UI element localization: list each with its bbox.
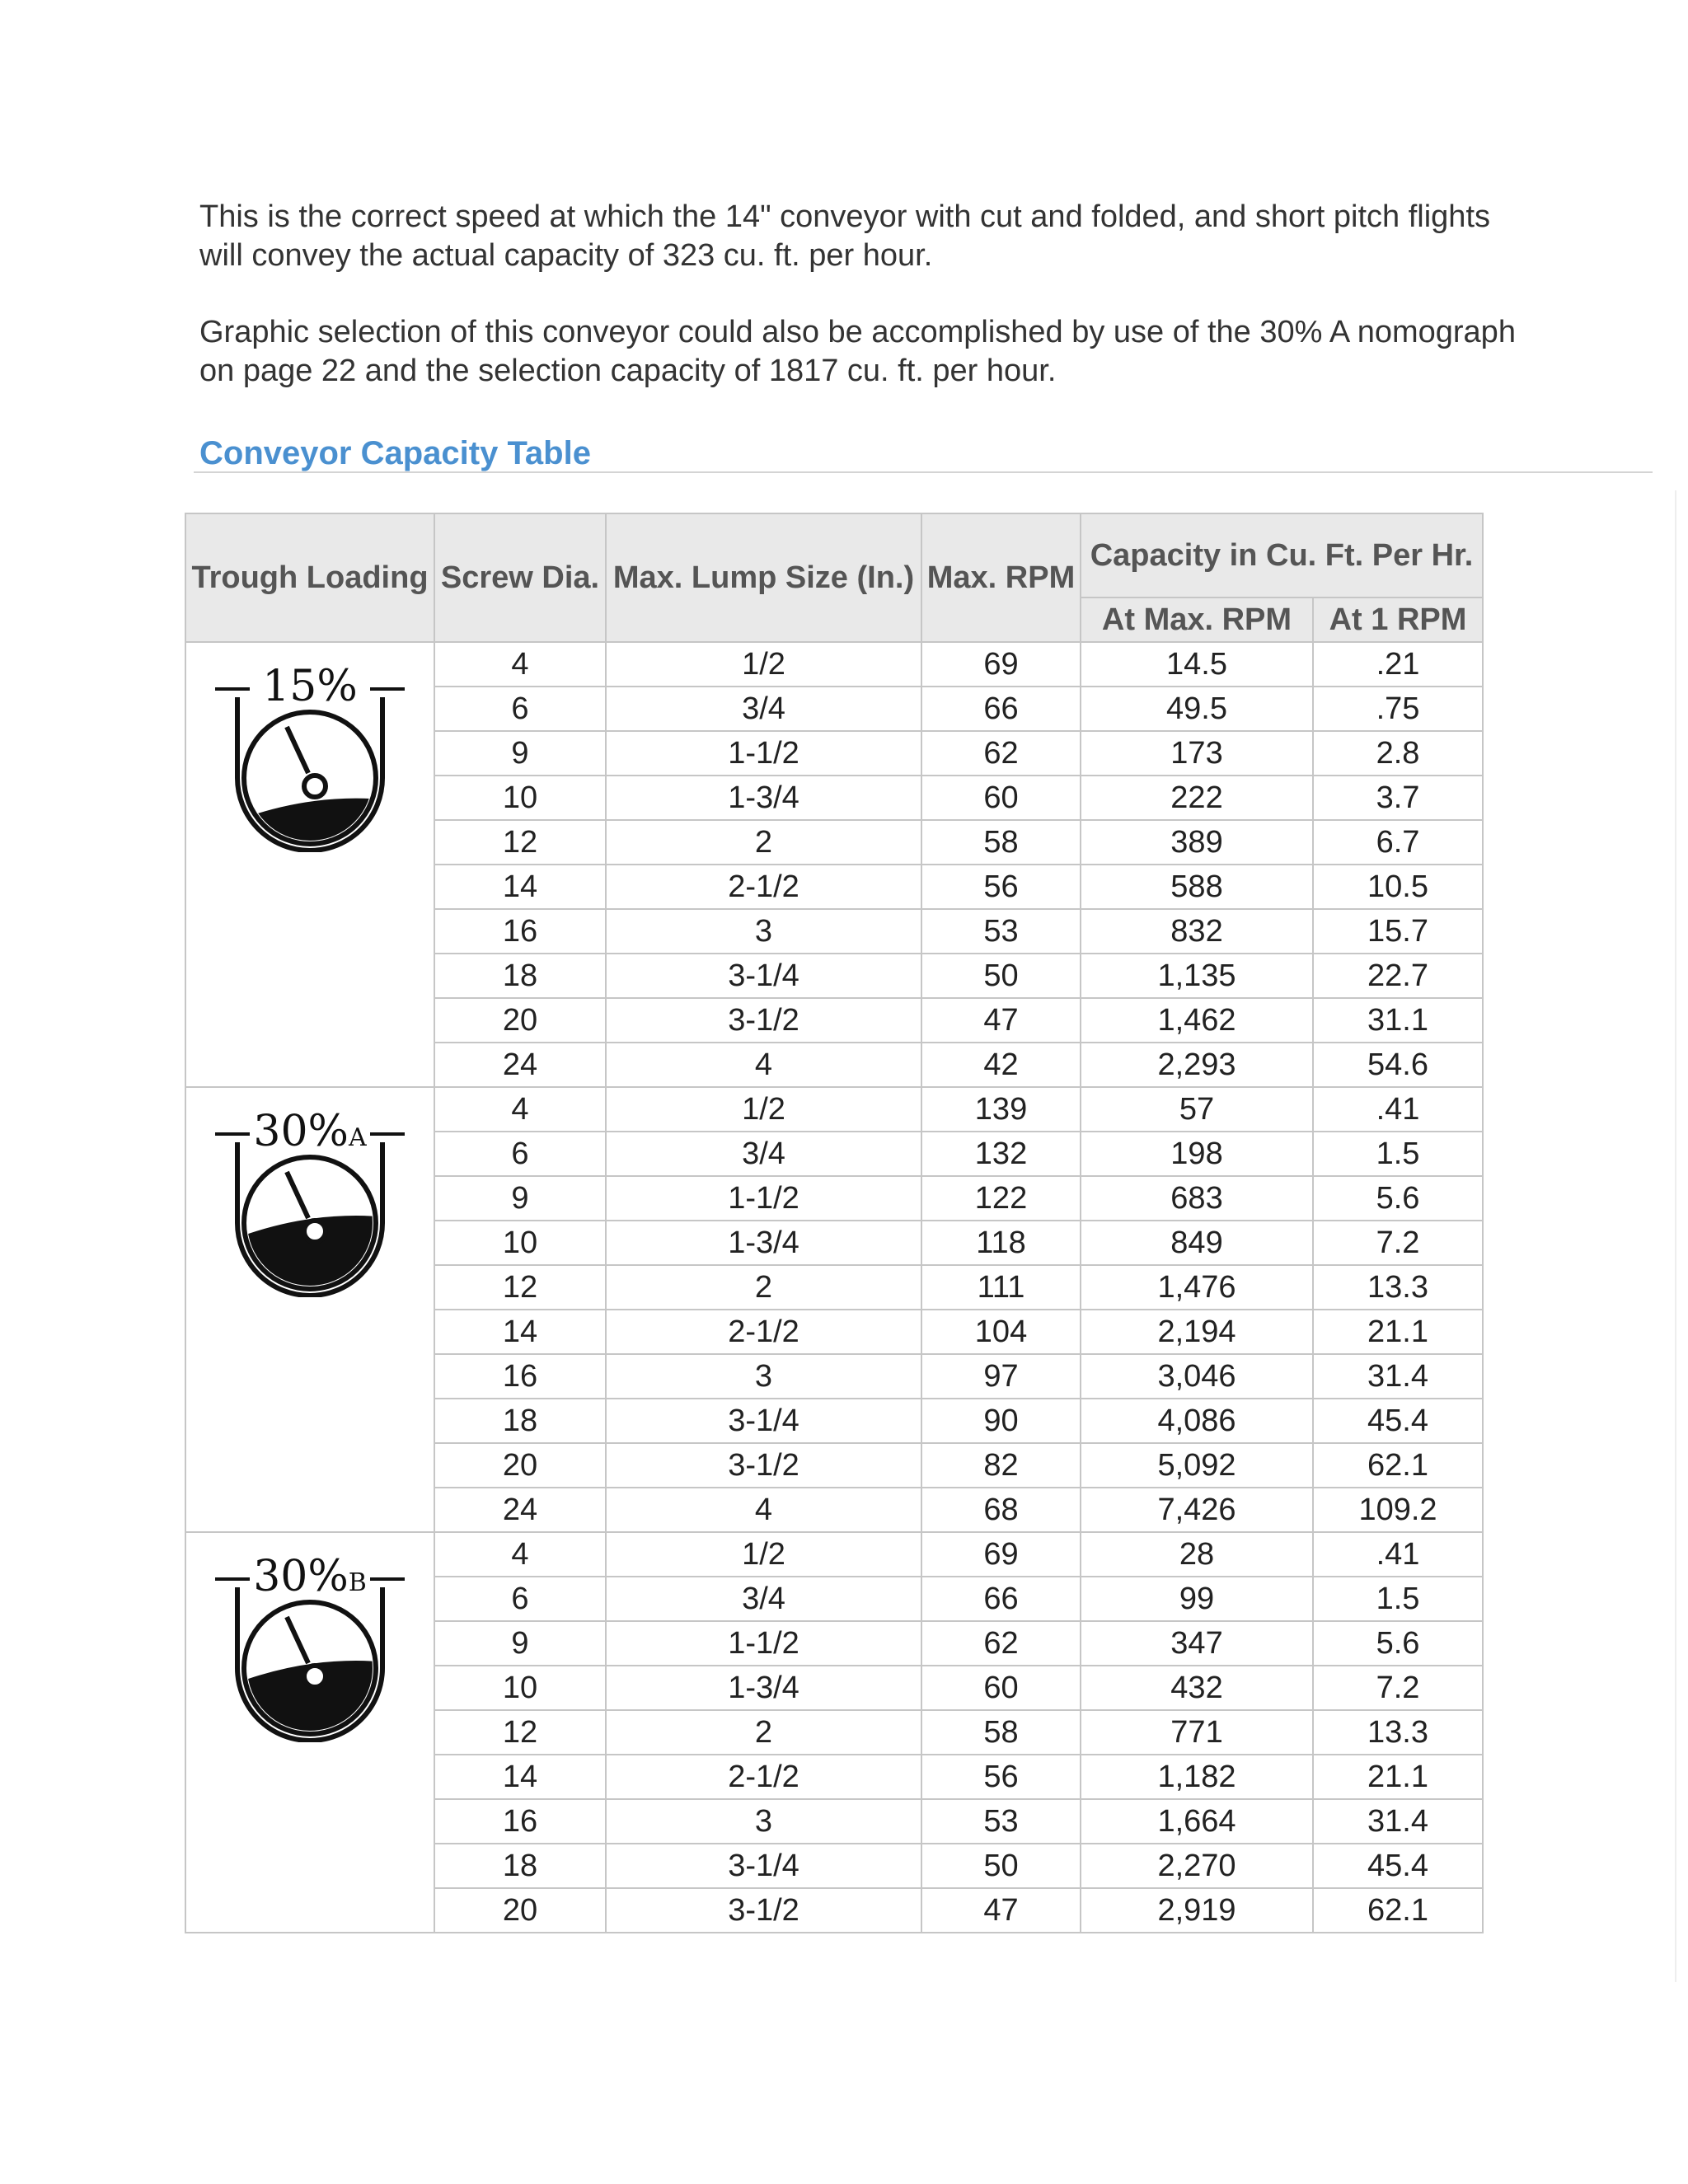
capacity-max-rpm-cell: 849 (1081, 1221, 1313, 1265)
screw-dia-cell: 20 (434, 1888, 606, 1933)
capacity-max-rpm-cell: 7,426 (1081, 1488, 1313, 1532)
header-at-1-rpm: At 1 RPM (1313, 598, 1483, 642)
page-edge-line (1675, 490, 1676, 1982)
max-rpm-cell: 68 (921, 1488, 1081, 1532)
max-rpm-cell: 56 (921, 1755, 1081, 1799)
capacity-1-rpm-cell: 62.1 (1313, 1443, 1483, 1488)
capacity-max-rpm-cell: 2,919 (1081, 1888, 1313, 1933)
max-lump-cell: 1-1/2 (606, 731, 921, 776)
max-rpm-cell: 47 (921, 998, 1081, 1043)
header-trough-loading: Trough Loading (185, 513, 434, 642)
capacity-1-rpm-cell: 6.7 (1313, 820, 1483, 865)
needle (287, 1617, 308, 1663)
capacity-1-rpm-cell: 62.1 (1313, 1888, 1483, 1933)
max-lump-cell: 3/4 (606, 687, 921, 731)
capacity-max-rpm-cell: 4,086 (1081, 1399, 1313, 1443)
trough-loading-cell (185, 1532, 434, 1933)
screw-dia-cell: 9 (434, 1621, 606, 1666)
needle (287, 727, 308, 773)
capacity-1-rpm-cell: 3.7 (1313, 776, 1483, 820)
capacity-max-rpm-cell: 28 (1081, 1532, 1313, 1577)
screw-dia-cell: 6 (434, 687, 606, 731)
screw-dia-cell: 10 (434, 1221, 606, 1265)
screw-dia-cell: 6 (434, 1132, 606, 1176)
table-row (185, 1532, 1483, 1577)
max-lump-cell: 3-1/4 (606, 954, 921, 998)
max-lump-cell: 2-1/2 (606, 1310, 921, 1354)
max-rpm-cell: 122 (921, 1176, 1081, 1221)
max-rpm-cell: 90 (921, 1399, 1081, 1443)
capacity-max-rpm-cell: 389 (1081, 820, 1313, 865)
max-lump-cell: 3-1/2 (606, 998, 921, 1043)
max-rpm-cell: 60 (921, 776, 1081, 820)
max-rpm-cell: 47 (921, 1888, 1081, 1933)
max-lump-cell: 3-1/4 (606, 1399, 921, 1443)
max-lump-cell: 3-1/2 (606, 1888, 921, 1933)
hub (304, 1221, 326, 1242)
max-lump-cell: 2 (606, 1265, 921, 1310)
capacity-1-rpm-cell: .41 (1313, 1532, 1483, 1577)
loading-label: 30%B (253, 1552, 367, 1601)
trough-loading-icon (207, 1544, 413, 1742)
loading-label: 30%A (253, 1107, 367, 1156)
capacity-max-rpm-cell: 771 (1081, 1710, 1313, 1755)
max-rpm-cell: 104 (921, 1310, 1081, 1354)
capacity-max-rpm-cell: 57 (1081, 1087, 1313, 1132)
screw-dia-cell: 20 (434, 998, 606, 1043)
capacity-max-rpm-cell: 1,664 (1081, 1799, 1313, 1844)
max-rpm-cell: 58 (921, 820, 1081, 865)
screw-dia-cell: 18 (434, 954, 606, 998)
capacity-max-rpm-cell: 1,462 (1081, 998, 1313, 1043)
screw-dia-cell: 24 (434, 1043, 606, 1087)
capacity-1-rpm-cell: 5.6 (1313, 1621, 1483, 1666)
capacity-max-rpm-cell: 832 (1081, 909, 1313, 954)
screw-dia-cell: 12 (434, 1265, 606, 1310)
screw-dia-cell: 6 (434, 1577, 606, 1621)
max-lump-cell: 1-3/4 (606, 1666, 921, 1710)
max-lump-cell: 4 (606, 1043, 921, 1087)
capacity-1-rpm-cell: 15.7 (1313, 909, 1483, 954)
capacity-1-rpm-cell: 7.2 (1313, 1221, 1483, 1265)
header-at-max-rpm: At Max. RPM (1081, 598, 1313, 642)
capacity-1-rpm-cell: .21 (1313, 642, 1483, 687)
hub (304, 1666, 326, 1687)
capacity-max-rpm-cell: 5,092 (1081, 1443, 1313, 1488)
max-rpm-cell: 50 (921, 1844, 1081, 1888)
capacity-1-rpm-cell: 7.2 (1313, 1666, 1483, 1710)
capacity-max-rpm-cell: 347 (1081, 1621, 1313, 1666)
nomograph-paragraph: Graphic selection of this conveyor could also be accomplished by use of the 30% A nomograph on page 22 and the selection capacity of 1817 cu. ft. per hour. (199, 315, 1516, 388)
loading-label: 15% (262, 662, 358, 711)
max-lump-cell: 1/2 (606, 1087, 921, 1132)
max-lump-cell: 1/2 (606, 642, 921, 687)
max-lump-cell: 3 (606, 1799, 921, 1844)
max-rpm-cell: 111 (921, 1265, 1081, 1310)
capacity-max-rpm-cell: 683 (1081, 1176, 1313, 1221)
screw-dia-cell: 20 (434, 1443, 606, 1488)
max-rpm-cell: 62 (921, 731, 1081, 776)
screw-dia-cell: 4 (434, 642, 606, 687)
capacity-1-rpm-cell: 31.4 (1313, 1354, 1483, 1399)
capacity-max-rpm-cell: 432 (1081, 1666, 1313, 1710)
max-rpm-cell: 53 (921, 1799, 1081, 1844)
screw-dia-cell: 16 (434, 1354, 606, 1399)
trough-loading-icon (207, 654, 413, 852)
max-lump-cell: 2-1/2 (606, 1755, 921, 1799)
section-title: Conveyor Capacity Table (199, 435, 591, 471)
max-rpm-cell: 118 (921, 1221, 1081, 1265)
max-rpm-cell: 66 (921, 687, 1081, 731)
screw-dia-cell: 10 (434, 776, 606, 820)
max-lump-cell: 4 (606, 1488, 921, 1532)
capacity-1-rpm-cell: 31.4 (1313, 1799, 1483, 1844)
capacity-1-rpm-cell: 31.1 (1313, 998, 1483, 1043)
capacity-1-rpm-cell: 5.6 (1313, 1176, 1483, 1221)
screw-dia-cell: 16 (434, 909, 606, 954)
screw-dia-cell: 18 (434, 1844, 606, 1888)
trough-loading-cell (185, 1087, 434, 1532)
screw-dia-cell: 18 (434, 1399, 606, 1443)
max-lump-cell: 1/2 (606, 1532, 921, 1577)
max-lump-cell: 2 (606, 820, 921, 865)
capacity-max-rpm-cell: 173 (1081, 731, 1313, 776)
needle (287, 1172, 308, 1218)
max-rpm-cell: 97 (921, 1354, 1081, 1399)
capacity-1-rpm-cell: 54.6 (1313, 1043, 1483, 1087)
max-rpm-cell: 132 (921, 1132, 1081, 1176)
screw-dia-cell: 9 (434, 731, 606, 776)
capacity-max-rpm-cell: 222 (1081, 776, 1313, 820)
max-lump-cell: 3 (606, 909, 921, 954)
screw-dia-cell: 9 (434, 1176, 606, 1221)
max-rpm-cell: 62 (921, 1621, 1081, 1666)
max-lump-cell: 1-1/2 (606, 1621, 921, 1666)
max-lump-cell: 3-1/4 (606, 1844, 921, 1888)
max-lump-cell: 1-3/4 (606, 776, 921, 820)
screw-dia-cell: 16 (434, 1799, 606, 1844)
capacity-1-rpm-cell: 13.3 (1313, 1710, 1483, 1755)
capacity-max-rpm-cell: 198 (1081, 1132, 1313, 1176)
capacity-max-rpm-cell: 2,293 (1081, 1043, 1313, 1087)
max-rpm-cell: 66 (921, 1577, 1081, 1621)
capacity-1-rpm-cell: 45.4 (1313, 1399, 1483, 1443)
screw-dia-cell: 14 (434, 865, 606, 909)
max-rpm-cell: 69 (921, 642, 1081, 687)
capacity-1-rpm-cell: 21.1 (1313, 1310, 1483, 1354)
capacity-1-rpm-cell: .41 (1313, 1087, 1483, 1132)
intro-paragraph: This is the correct speed at which the 14" conveyor with cut and folded, and short pitch flights will convey the actual capacity of 323 cu. ft. per hour. (199, 199, 1490, 273)
max-rpm-cell: 69 (921, 1532, 1081, 1577)
capacity-max-rpm-cell: 3,046 (1081, 1354, 1313, 1399)
table-body (185, 642, 1483, 1933)
max-rpm-cell: 60 (921, 1666, 1081, 1710)
max-rpm-cell: 58 (921, 1710, 1081, 1755)
max-rpm-cell: 42 (921, 1043, 1081, 1087)
max-rpm-cell: 56 (921, 865, 1081, 909)
max-lump-cell: 1-1/2 (606, 1176, 921, 1221)
capacity-max-rpm-cell: 2,194 (1081, 1310, 1313, 1354)
max-lump-cell: 3/4 (606, 1132, 921, 1176)
capacity-max-rpm-cell: 99 (1081, 1577, 1313, 1621)
screw-dia-cell: 14 (434, 1755, 606, 1799)
max-lump-cell: 1-3/4 (606, 1221, 921, 1265)
capacity-max-rpm-cell: 49.5 (1081, 687, 1313, 731)
screw-dia-cell: 4 (434, 1532, 606, 1577)
trough-loading-cell (185, 642, 434, 1087)
capacity-1-rpm-cell: 45.4 (1313, 1844, 1483, 1888)
capacity-1-rpm-cell: 109.2 (1313, 1488, 1483, 1532)
table-row (185, 1087, 1483, 1132)
conveyor-capacity-table (185, 513, 1484, 1933)
capacity-max-rpm-cell: 588 (1081, 865, 1313, 909)
screw-dia-cell: 14 (434, 1310, 606, 1354)
screw-dia-cell: 4 (434, 1087, 606, 1132)
capacity-1-rpm-cell: 21.1 (1313, 1755, 1483, 1799)
capacity-max-rpm-cell: 14.5 (1081, 642, 1313, 687)
capacity-1-rpm-cell: 22.7 (1313, 954, 1483, 998)
max-lump-cell: 2 (606, 1710, 921, 1755)
capacity-1-rpm-cell: 1.5 (1313, 1132, 1483, 1176)
capacity-1-rpm-cell: 13.3 (1313, 1265, 1483, 1310)
header-capacity: Capacity in Cu. Ft. Per Hr. (1081, 513, 1483, 598)
max-rpm-cell: 82 (921, 1443, 1081, 1488)
max-lump-cell: 2-1/2 (606, 865, 921, 909)
capacity-max-rpm-cell: 1,135 (1081, 954, 1313, 998)
hub (304, 776, 326, 797)
max-rpm-cell: 50 (921, 954, 1081, 998)
max-lump-cell: 3 (606, 1354, 921, 1399)
screw-dia-cell: 12 (434, 1710, 606, 1755)
max-rpm-cell: 139 (921, 1087, 1081, 1132)
header-max-rpm: Max. RPM (921, 513, 1081, 642)
capacity-max-rpm-cell: 2,270 (1081, 1844, 1313, 1888)
header-screw-dia: Screw Dia. (434, 513, 606, 642)
capacity-max-rpm-cell: 1,182 (1081, 1755, 1313, 1799)
max-rpm-cell: 53 (921, 909, 1081, 954)
max-lump-cell: 3/4 (606, 1577, 921, 1621)
screw-dia-cell: 24 (434, 1488, 606, 1532)
capacity-max-rpm-cell: 1,476 (1081, 1265, 1313, 1310)
screw-dia-cell: 10 (434, 1666, 606, 1710)
capacity-1-rpm-cell: 10.5 (1313, 865, 1483, 909)
header-max-lump-size: Max. Lump Size (In.) (606, 513, 921, 642)
max-lump-cell: 3-1/2 (606, 1443, 921, 1488)
section-divider (194, 471, 1653, 473)
capacity-1-rpm-cell: 2.8 (1313, 731, 1483, 776)
table-row (185, 642, 1483, 687)
trough-loading-icon (207, 1099, 413, 1297)
capacity-1-rpm-cell: 1.5 (1313, 1577, 1483, 1621)
screw-dia-cell: 12 (434, 820, 606, 865)
capacity-1-rpm-cell: .75 (1313, 687, 1483, 731)
